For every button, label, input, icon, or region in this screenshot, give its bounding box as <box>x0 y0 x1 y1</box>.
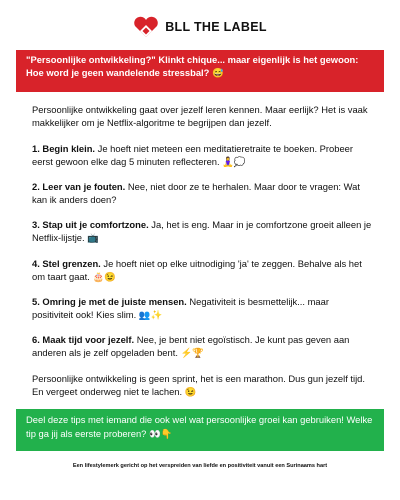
cta-banner-text: Deel deze tips met iemand die ook wel wat persoonlijke groei kan gebruiken! Welke tip ga jij als eerste proberen? 👀👇 <box>26 414 373 439</box>
footer-tagline: Een lifestylemerk gericht op het verspreiden van liefde en positiviteit vanuit een Surinaams hart <box>72 463 328 469</box>
tip-title: 2. Leer van je fouten. <box>32 181 126 192</box>
brand-logo <box>0 16 400 38</box>
tip-text: Negativiteit is besmettelijk... maar positiviteit ook! Kies slim. 👥✨ <box>32 296 329 321</box>
tip-5 <box>32 295 372 321</box>
cta-banner <box>16 409 384 451</box>
intro-paragraph: Persoonlijke ontwikkeling gaat over jezelf leren kennen. Maar eerlijk? Het is vaak makkelijker om je Netflix-algoritme te begrijpen dan jezelf. <box>32 104 368 129</box>
tip-title: 6. Maak tijd voor jezelf. <box>32 334 135 345</box>
tip-title: 3. Stap uit je comfortzone. <box>32 219 149 230</box>
tip-title: 4. Stel grenzen. <box>32 258 101 269</box>
tip-text: Je hoeft niet op elke uitnodiging 'ja' te zeggen. Behalve als het om taart gaat. 🎂😉 <box>32 258 362 283</box>
heart-logo-icon <box>133 16 159 38</box>
tip-text: Ja, het is eng. Maar in je comfortzone groeit alleen je Netflix-lijstje. 📺 <box>32 219 372 244</box>
tip-2 <box>32 180 372 206</box>
tip-text: Nee, niet door ze te herhalen. Maar door te vragen: Wat kan ik anders doen? <box>32 181 360 206</box>
tip-title: 5. Omring je met de juiste mensen. <box>32 296 187 307</box>
tip-6 <box>32 333 372 359</box>
brand-name: BLL THE LABEL <box>165 20 267 34</box>
closing-paragraph: Persoonlijke ontwikkeling is geen sprint, het is een marathon. Dus gun jezelf tijd. En vergeet onderweg niet te lachen. 😉 <box>32 373 365 398</box>
tip-4 <box>32 257 372 283</box>
tip-3 <box>32 218 372 244</box>
header-banner <box>16 50 384 92</box>
tip-title: 1. Begin klein. <box>32 143 96 154</box>
header-banner-text: "Persoonlijke ontwikkeling?" Klinkt chique... maar eigenlijk is het gewoon: Hoe word je geen wandelende stressbal? 😅 <box>26 54 359 78</box>
tip-text: Nee, je bent niet egoïstisch. Je kunt pas geven aan anderen als je zelf opgeladen bent. ⚡🏆 <box>32 334 350 359</box>
tip-1 <box>32 142 372 168</box>
tip-text: Je hoeft niet meteen een meditatieretraite te boeken. Probeer eerst gewoon elke dag 5 minuten reflecteren. 🧘‍♀️💭 <box>32 143 354 168</box>
